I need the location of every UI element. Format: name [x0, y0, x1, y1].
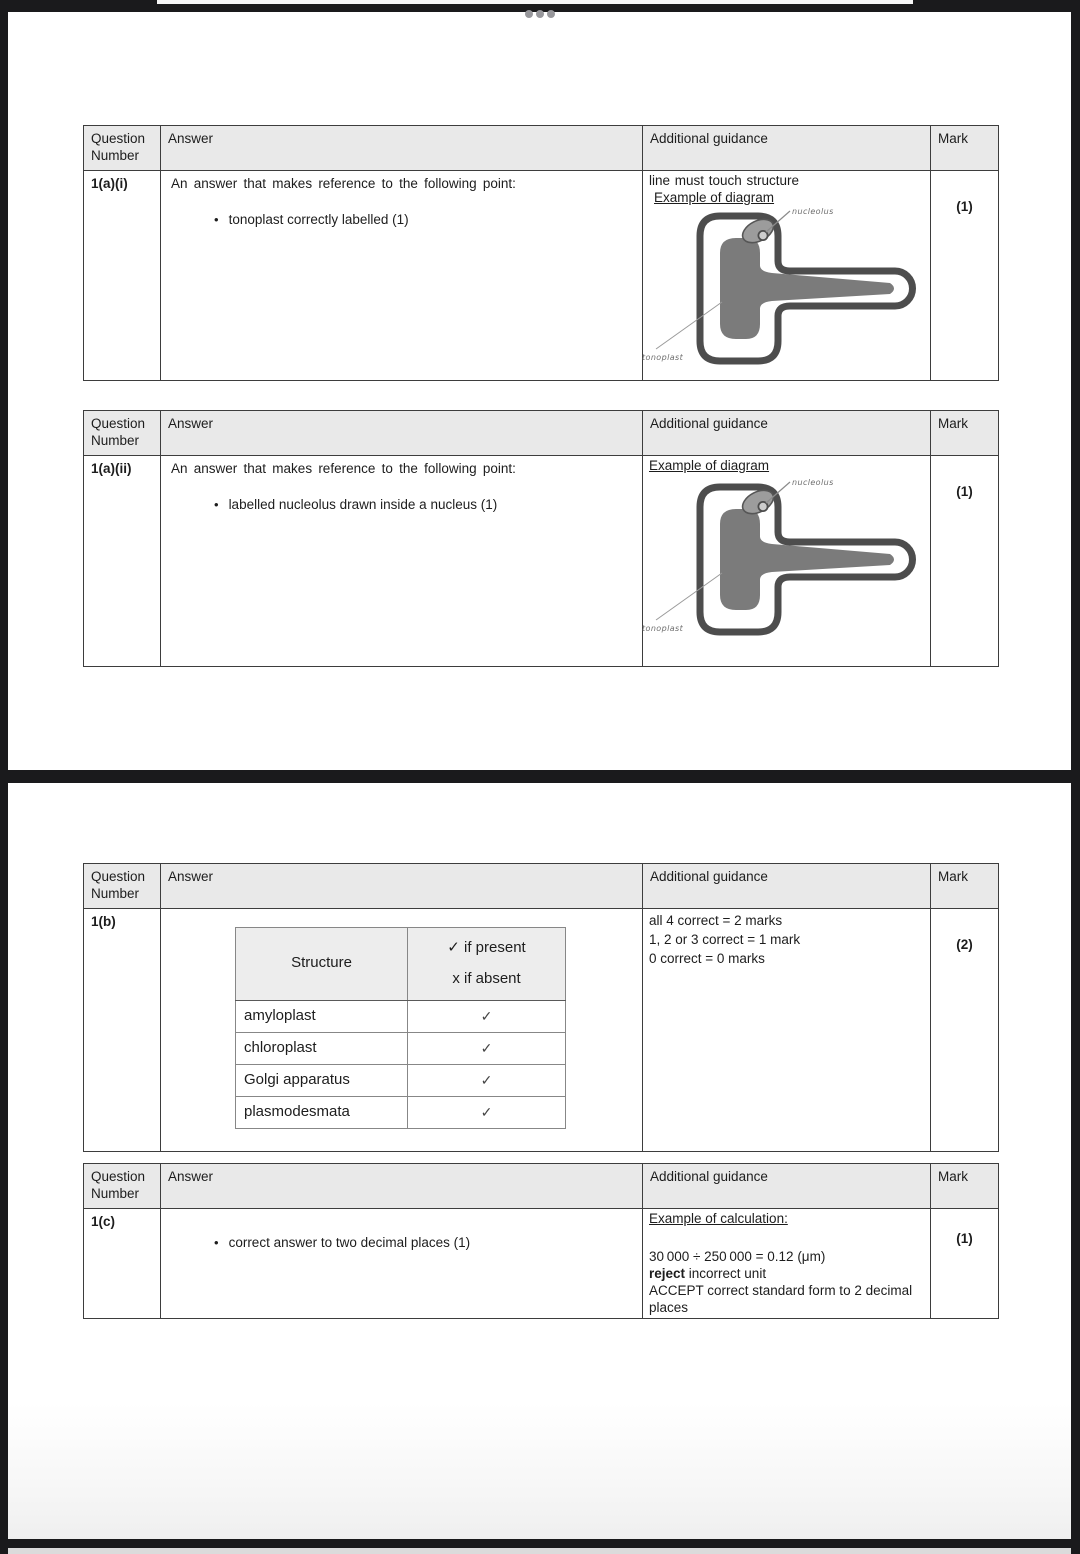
question-number: 1(a)(i) [84, 170, 161, 380]
structure-col-header: Structure [236, 927, 408, 1000]
guidance-title: Example of diagram [649, 457, 770, 473]
question-number: 1(c) [84, 1208, 161, 1318]
question-number: 1(a)(ii) [84, 455, 161, 666]
guidance-cell [643, 1208, 931, 1318]
check-mark: ✓ [408, 1096, 566, 1128]
table-row [236, 1032, 566, 1064]
guidance-title: Example of diagram [654, 189, 775, 205]
answer-cell [161, 170, 643, 380]
mark-header: Mark [931, 1164, 999, 1209]
mark-header: Mark [931, 411, 999, 456]
guidance-line: 1, 2 or 3 correct = 1 mark [649, 931, 801, 947]
drag-dot [547, 10, 555, 18]
mark-header: Mark [931, 864, 999, 909]
answer-header: Answer [161, 126, 643, 171]
bullet-icon: • [214, 496, 219, 512]
mark-scheme-table-1aii [83, 410, 999, 667]
question-number-header: Question Number [84, 1164, 161, 1209]
mark-cell: (1) [931, 455, 999, 666]
calculation-line: 30 000 ÷ 250 000 = 0.12 (μm) [649, 1248, 826, 1264]
answer-bullet-row [214, 212, 642, 229]
question-number-header: Question Number [84, 864, 161, 909]
table-row [84, 170, 999, 380]
guidance-note: line must touch structure [649, 172, 800, 188]
drag-dot [525, 10, 533, 18]
mark-scheme-table-1ai [83, 125, 999, 381]
plant-cell-diagram [640, 198, 918, 370]
table-header-row [84, 1164, 999, 1209]
answer-point: labelled nucleolus drawn inside a nucleus (1) [228, 496, 498, 512]
structure-table [235, 927, 566, 1129]
structure-name: chloroplast [236, 1032, 408, 1064]
page-1 [8, 12, 1071, 770]
table-header-row [84, 411, 999, 456]
accept-line: ACCEPT correct standard form to 2 decimal places [649, 1282, 913, 1315]
guidance-cell [643, 908, 931, 1151]
plant-cell-diagram [640, 469, 918, 641]
next-page-edge [8, 1548, 1071, 1554]
previous-page-edge [157, 0, 913, 4]
guidance-cell [643, 170, 931, 380]
answer-bullet-row [214, 497, 642, 514]
reject-line [649, 1265, 924, 1282]
mark-header: Mark [931, 126, 999, 171]
present-header-line1: ✓ if present [447, 938, 526, 956]
table-row [84, 1208, 999, 1318]
structure-name: Golgi apparatus [236, 1064, 408, 1096]
table-header-row [84, 864, 999, 909]
table-row [84, 908, 999, 1151]
table-row [236, 1096, 566, 1128]
page-2 [8, 783, 1071, 1539]
mark-scheme-table-1c [83, 1163, 999, 1319]
bullet-icon: • [214, 211, 219, 227]
answer-header: Answer [161, 864, 643, 909]
answer-intro: An answer that makes reference to the following point: [171, 175, 516, 191]
present-header-line2: x if absent [452, 970, 521, 988]
table-header-row [84, 126, 999, 171]
present-col-header [408, 927, 566, 1000]
mark-cell: (2) [931, 908, 999, 1151]
table-row [236, 1000, 566, 1032]
mark-cell: (1) [931, 170, 999, 380]
mark-cell: (1) [931, 1208, 999, 1318]
page-drag-handle[interactable] [525, 10, 555, 18]
reject-keyword: reject [649, 1265, 686, 1281]
drag-dot [536, 10, 544, 18]
additional-guidance-header: Additional guidance [643, 864, 931, 909]
check-mark: ✓ [408, 1032, 566, 1064]
additional-guidance-header: Additional guidance [643, 411, 931, 456]
answer-cell [161, 1208, 643, 1318]
answer-cell [161, 455, 643, 666]
mark-scheme-table-1b [83, 863, 999, 1152]
guidance-line: all 4 correct = 2 marks [649, 912, 783, 928]
table-row [84, 455, 999, 666]
guidance-cell [643, 455, 931, 666]
guidance-line: 0 correct = 0 marks [649, 950, 765, 966]
question-number-header: Question Number [84, 411, 161, 456]
answer-intro: An answer that makes reference to the following point: [171, 460, 516, 476]
answer-header: Answer [161, 1164, 643, 1209]
guidance-title: Example of calculation: [649, 1210, 788, 1226]
reject-text: incorrect unit [685, 1265, 767, 1281]
structure-name: amyloplast [236, 1000, 408, 1032]
additional-guidance-header: Additional guidance [643, 126, 931, 171]
question-number: 1(b) [84, 908, 161, 1151]
check-mark: ✓ [408, 1064, 566, 1096]
answer-point: tonoplast correctly labelled (1) [228, 211, 409, 227]
question-number-header: Question Number [84, 126, 161, 171]
answer-bullet-row [214, 1235, 642, 1252]
bullet-icon: • [214, 1234, 219, 1250]
structure-table-header-row [236, 927, 566, 1000]
answer-header: Answer [161, 411, 643, 456]
additional-guidance-header: Additional guidance [643, 1164, 931, 1209]
answer-point: correct answer to two decimal places (1) [228, 1234, 471, 1250]
table-row [236, 1064, 566, 1096]
check-mark: ✓ [408, 1000, 566, 1032]
structure-name: plasmodesmata [236, 1096, 408, 1128]
answer-cell [161, 908, 643, 1151]
